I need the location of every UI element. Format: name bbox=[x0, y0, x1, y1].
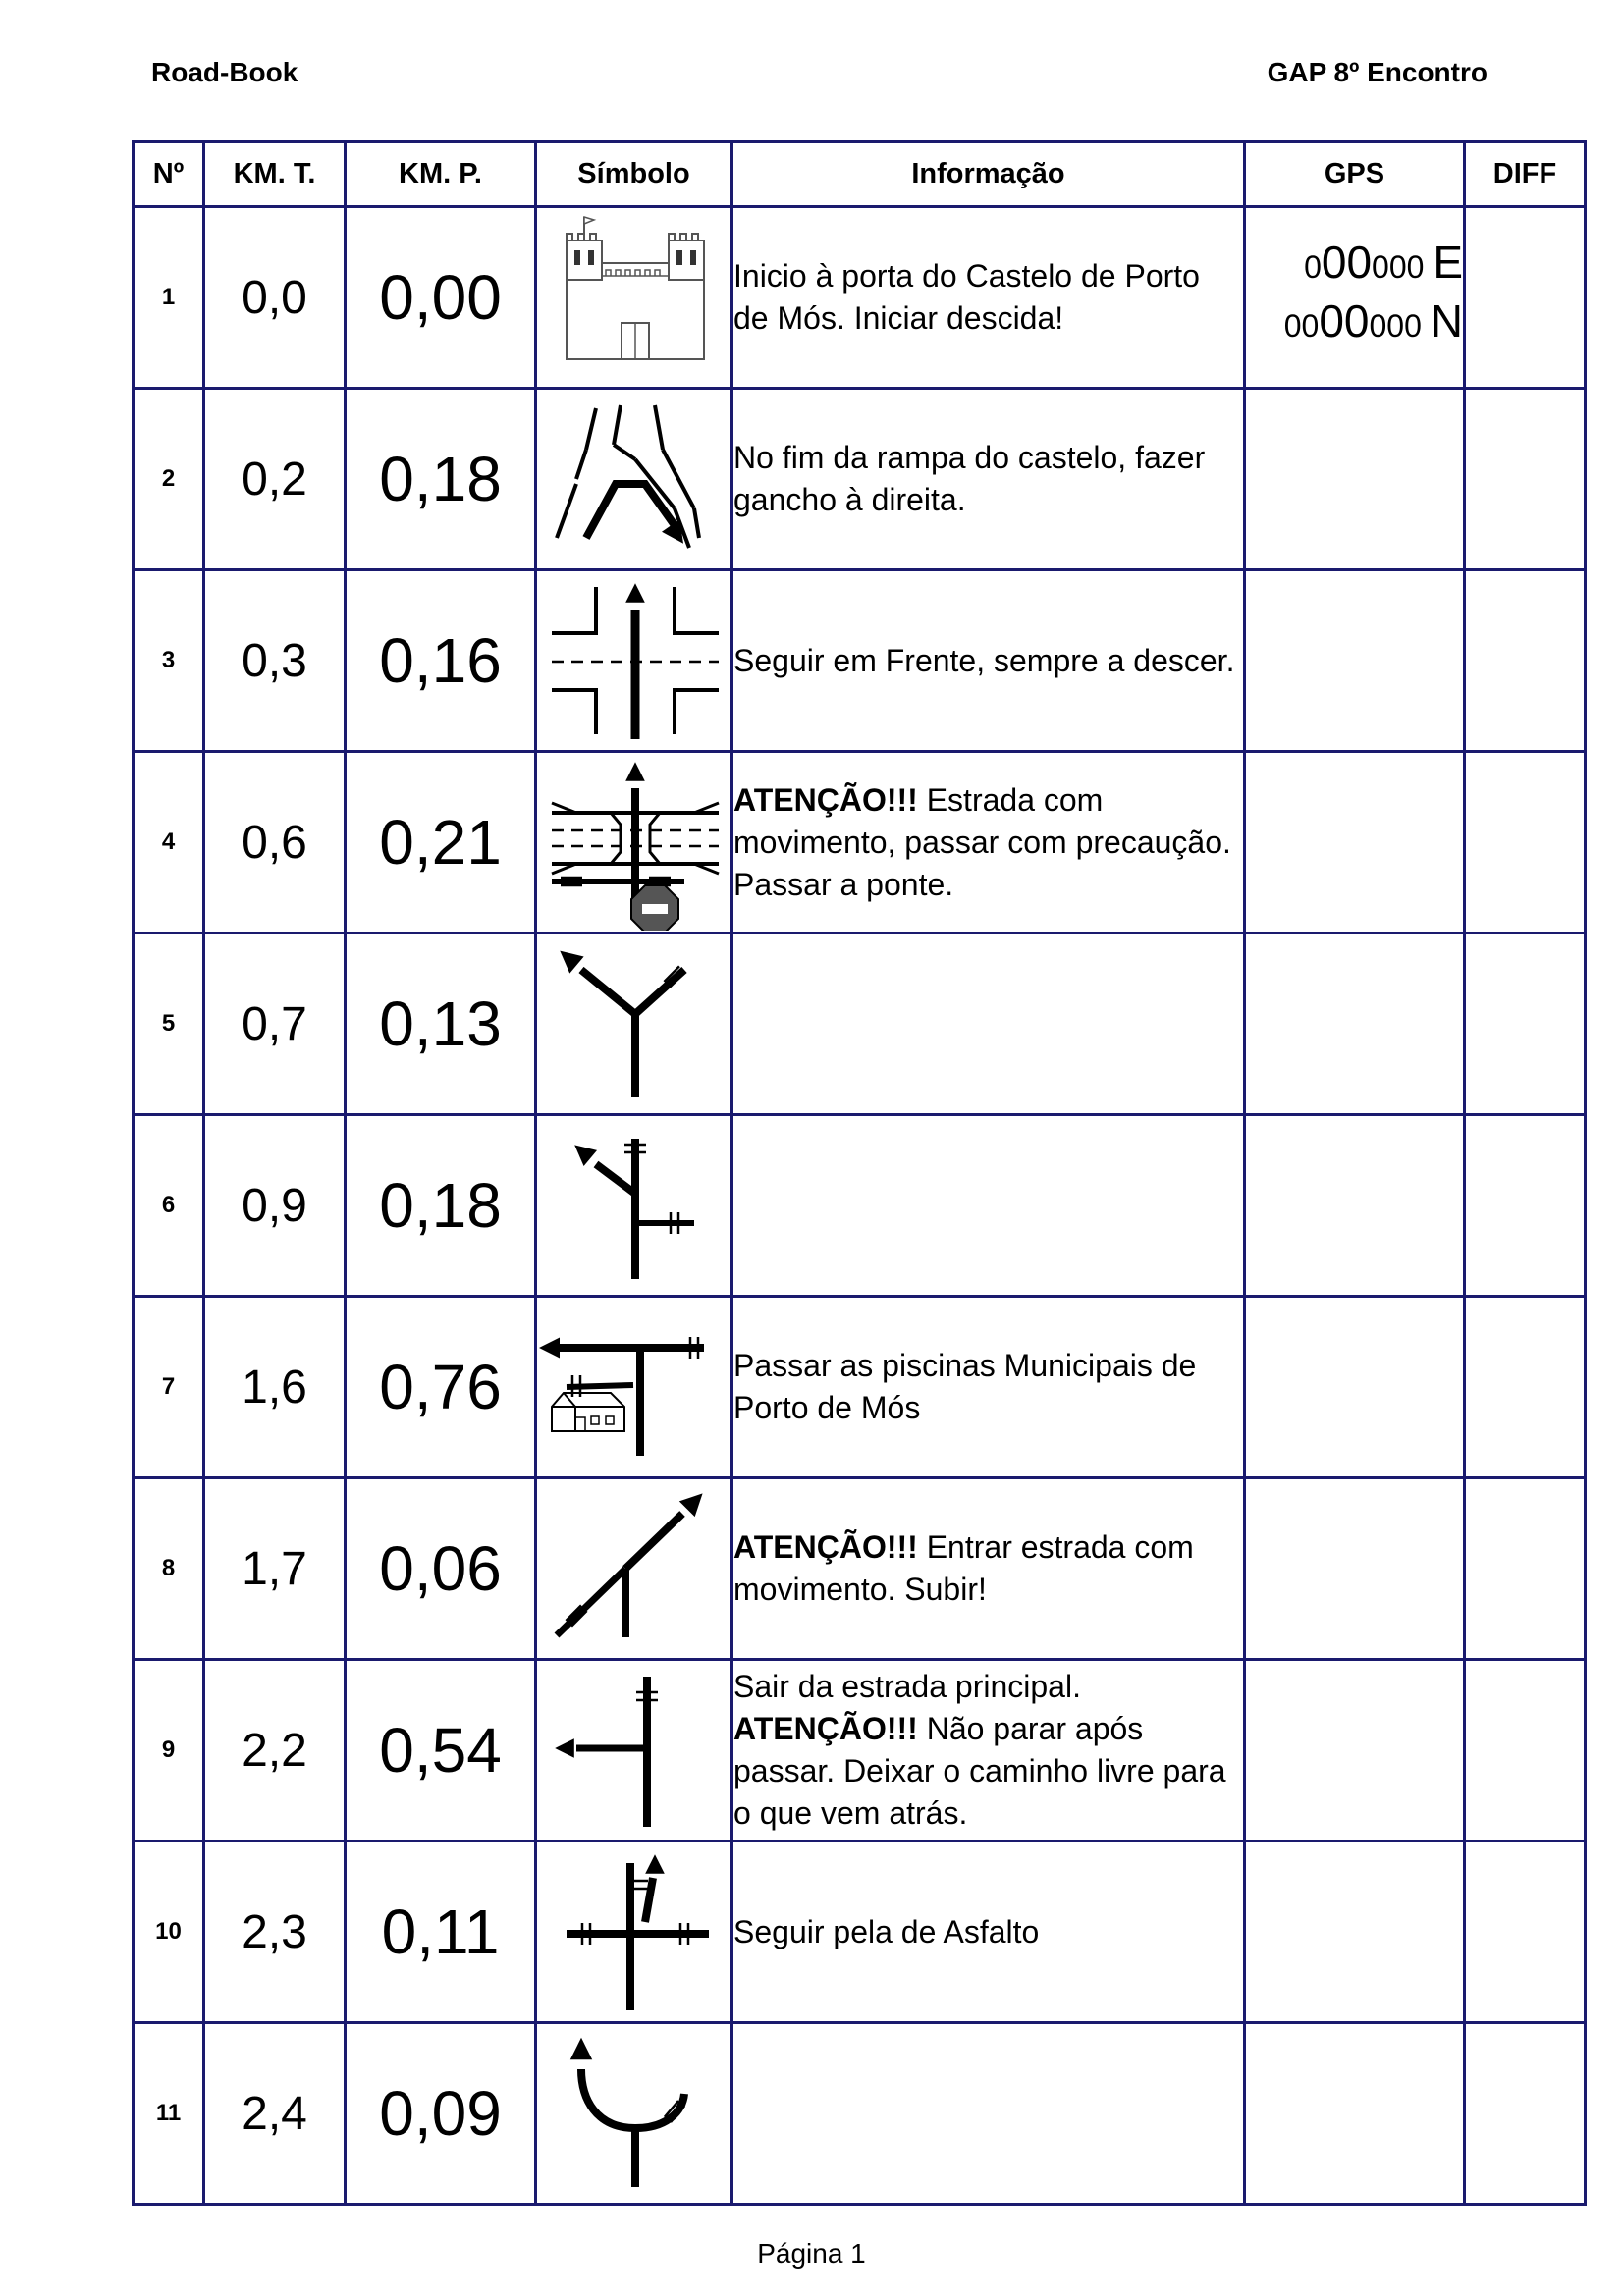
km-partial: 0,18 bbox=[346, 1115, 536, 1297]
col-header-km-total: KM. T. bbox=[204, 142, 346, 207]
symbol-cell bbox=[536, 2023, 732, 2205]
header-row bbox=[134, 142, 1586, 207]
gps-part: 000 bbox=[1369, 308, 1431, 344]
km-partial: 0,16 bbox=[346, 570, 536, 752]
diff-cell bbox=[1465, 934, 1586, 1115]
gps-part: E bbox=[1433, 237, 1463, 288]
info-text bbox=[732, 2023, 1245, 2205]
warning-text: ATENÇÃO!!! bbox=[733, 1529, 918, 1565]
km-total: 0,6 bbox=[204, 752, 346, 934]
gps-cell bbox=[1245, 1297, 1465, 1478]
symbol-cell bbox=[536, 752, 732, 934]
table-row bbox=[134, 1297, 1586, 1478]
info-text bbox=[732, 1660, 1245, 1842]
km-partial: 0,18 bbox=[346, 389, 536, 570]
info-segment: Seguir em Frente, sempre a descer. bbox=[733, 642, 1235, 678]
km-total: 2,3 bbox=[204, 1842, 346, 2023]
info-segment: Seguir pela de Asfalto bbox=[733, 1913, 1040, 1949]
table-row bbox=[134, 1115, 1586, 1297]
row-number: 8 bbox=[134, 1478, 204, 1660]
info-segment: Estrada com movimento, passar com precaução. Passar a ponte. bbox=[733, 781, 1231, 902]
symbol-cell bbox=[536, 934, 732, 1115]
gps-part: 000 bbox=[1372, 249, 1434, 285]
info-text bbox=[732, 1115, 1245, 1297]
table-row bbox=[134, 207, 1586, 389]
info-text bbox=[732, 1297, 1245, 1478]
symbol-cell bbox=[536, 1478, 732, 1660]
tee-left-pool-icon bbox=[537, 1299, 733, 1475]
table-row bbox=[134, 752, 1586, 934]
row-number: 10 bbox=[134, 1842, 204, 2023]
col-header-number: Nº bbox=[134, 142, 204, 207]
table-row bbox=[134, 1842, 1586, 2023]
info-segment: Não parar após passar. Deixar o caminho livre para o que vem atrás. bbox=[733, 1711, 1226, 1831]
diff-cell bbox=[1465, 207, 1586, 389]
gps-north bbox=[1246, 297, 1463, 356]
row-number: 9 bbox=[134, 1660, 204, 1842]
km-total: 1,6 bbox=[204, 1297, 346, 1478]
warning-text: ATENÇÃO!!! bbox=[733, 781, 918, 818]
gps-part: 0 bbox=[1304, 249, 1322, 285]
gps-cell bbox=[1245, 1478, 1465, 1660]
col-header-gps: GPS bbox=[1245, 142, 1465, 207]
symbol-cell bbox=[536, 570, 732, 752]
km-partial: 0,11 bbox=[346, 1842, 536, 2023]
gps-cell bbox=[1245, 1660, 1465, 1842]
merge-right-icon bbox=[537, 1480, 733, 1657]
km-total: 1,7 bbox=[204, 1478, 346, 1660]
gps-part: 00 bbox=[1283, 308, 1320, 344]
km-partial: 0,06 bbox=[346, 1478, 536, 1660]
cross-jog-icon bbox=[537, 1843, 733, 2020]
gps-cell bbox=[1245, 389, 1465, 570]
diff-cell bbox=[1465, 1478, 1586, 1660]
km-total: 2,4 bbox=[204, 2023, 346, 2205]
bear-left-icon bbox=[537, 1117, 733, 1294]
castle-icon bbox=[537, 209, 733, 386]
gps-cell bbox=[1245, 1115, 1465, 1297]
km-partial: 0,21 bbox=[346, 752, 536, 934]
row-number: 4 bbox=[134, 752, 204, 934]
info-text bbox=[732, 570, 1245, 752]
gps-part: 00 bbox=[1319, 295, 1370, 347]
km-partial: 0,09 bbox=[346, 2023, 536, 2205]
km-total: 0,2 bbox=[204, 389, 346, 570]
roadbook-table bbox=[132, 140, 1587, 2206]
row-number: 3 bbox=[134, 570, 204, 752]
row-number: 1 bbox=[134, 207, 204, 389]
info-segment: Passar as piscinas Municipais de Porto de Mós bbox=[733, 1348, 1197, 1425]
col-header-km-partial: KM. P. bbox=[346, 142, 536, 207]
warning-text: ATENÇÃO!!! bbox=[733, 1711, 918, 1746]
row-number: 2 bbox=[134, 389, 204, 570]
col-header-symbol: Símbolo bbox=[536, 142, 732, 207]
info-segment: Inicio à porta do Castelo de Porto de Mós. Iniciar descida! bbox=[733, 258, 1200, 336]
diff-cell bbox=[1465, 570, 1586, 752]
km-partial: 0,00 bbox=[346, 207, 536, 389]
event-name: GAP 8º Encontro bbox=[1267, 57, 1488, 87]
doc-title: Road-Book bbox=[151, 57, 298, 87]
gps-east bbox=[1246, 239, 1463, 297]
diff-cell bbox=[1465, 1115, 1586, 1297]
km-total: 2,2 bbox=[204, 1660, 346, 1842]
info-segment: Sair da estrada principal. bbox=[733, 1669, 1081, 1704]
straight-crossroads-icon bbox=[537, 572, 733, 749]
row-number: 5 bbox=[134, 934, 204, 1115]
gps-cell bbox=[1245, 752, 1465, 934]
symbol-cell bbox=[536, 389, 732, 570]
diff-cell bbox=[1465, 752, 1586, 934]
gps-cell bbox=[1245, 934, 1465, 1115]
km-total: 0,9 bbox=[204, 1115, 346, 1297]
info-segment: No fim da rampa do castelo, fazer gancho à direita. bbox=[733, 440, 1206, 517]
km-total: 0,0 bbox=[204, 207, 346, 389]
col-header-info: Informação bbox=[732, 142, 1245, 207]
page-number: Página 1 bbox=[757, 2238, 866, 2269]
km-total: 0,3 bbox=[204, 570, 346, 752]
info-segment: Entrar estrada com movimento. Subir! bbox=[733, 1529, 1194, 1607]
km-partial: 0,13 bbox=[346, 934, 536, 1115]
gps-cell bbox=[1245, 1842, 1465, 2023]
diff-cell bbox=[1465, 1660, 1586, 1842]
row-number: 6 bbox=[134, 1115, 204, 1297]
row-number: 7 bbox=[134, 1297, 204, 1478]
gps-cell bbox=[1245, 2023, 1465, 2205]
table-row bbox=[134, 934, 1586, 1115]
info-text bbox=[732, 934, 1245, 1115]
diff-cell bbox=[1465, 1842, 1586, 2023]
hairpin-right-icon bbox=[537, 391, 733, 567]
info-text bbox=[732, 752, 1245, 934]
gps-cell bbox=[1245, 207, 1465, 389]
gps-part: N bbox=[1430, 295, 1463, 347]
symbol-cell bbox=[536, 1660, 732, 1842]
diff-cell bbox=[1465, 389, 1586, 570]
symbol-cell bbox=[536, 1297, 732, 1478]
row-number: 11 bbox=[134, 2023, 204, 2205]
table-row bbox=[134, 1660, 1586, 1842]
table-row bbox=[134, 389, 1586, 570]
u-turn-left-icon bbox=[537, 2025, 733, 2202]
symbol-cell bbox=[536, 1842, 732, 2023]
fork-left-icon bbox=[537, 935, 733, 1112]
info-text bbox=[732, 1478, 1245, 1660]
info-text bbox=[732, 1842, 1245, 2023]
info-text bbox=[732, 389, 1245, 570]
symbol-cell bbox=[536, 1115, 732, 1297]
diff-cell bbox=[1465, 2023, 1586, 2205]
gps-part: 00 bbox=[1321, 237, 1373, 288]
bridge-stop-icon bbox=[537, 754, 733, 931]
col-header-diff: DIFF bbox=[1465, 142, 1586, 207]
turn-left-icon bbox=[537, 1662, 733, 1839]
km-total: 0,7 bbox=[204, 934, 346, 1115]
table-row bbox=[134, 570, 1586, 752]
km-partial: 0,54 bbox=[346, 1660, 536, 1842]
symbol-cell bbox=[536, 207, 732, 389]
gps-cell bbox=[1245, 570, 1465, 752]
diff-cell bbox=[1465, 1297, 1586, 1478]
km-partial: 0,76 bbox=[346, 1297, 536, 1478]
info-text bbox=[732, 207, 1245, 389]
table-row bbox=[134, 2023, 1586, 2205]
table-row bbox=[134, 1478, 1586, 1660]
